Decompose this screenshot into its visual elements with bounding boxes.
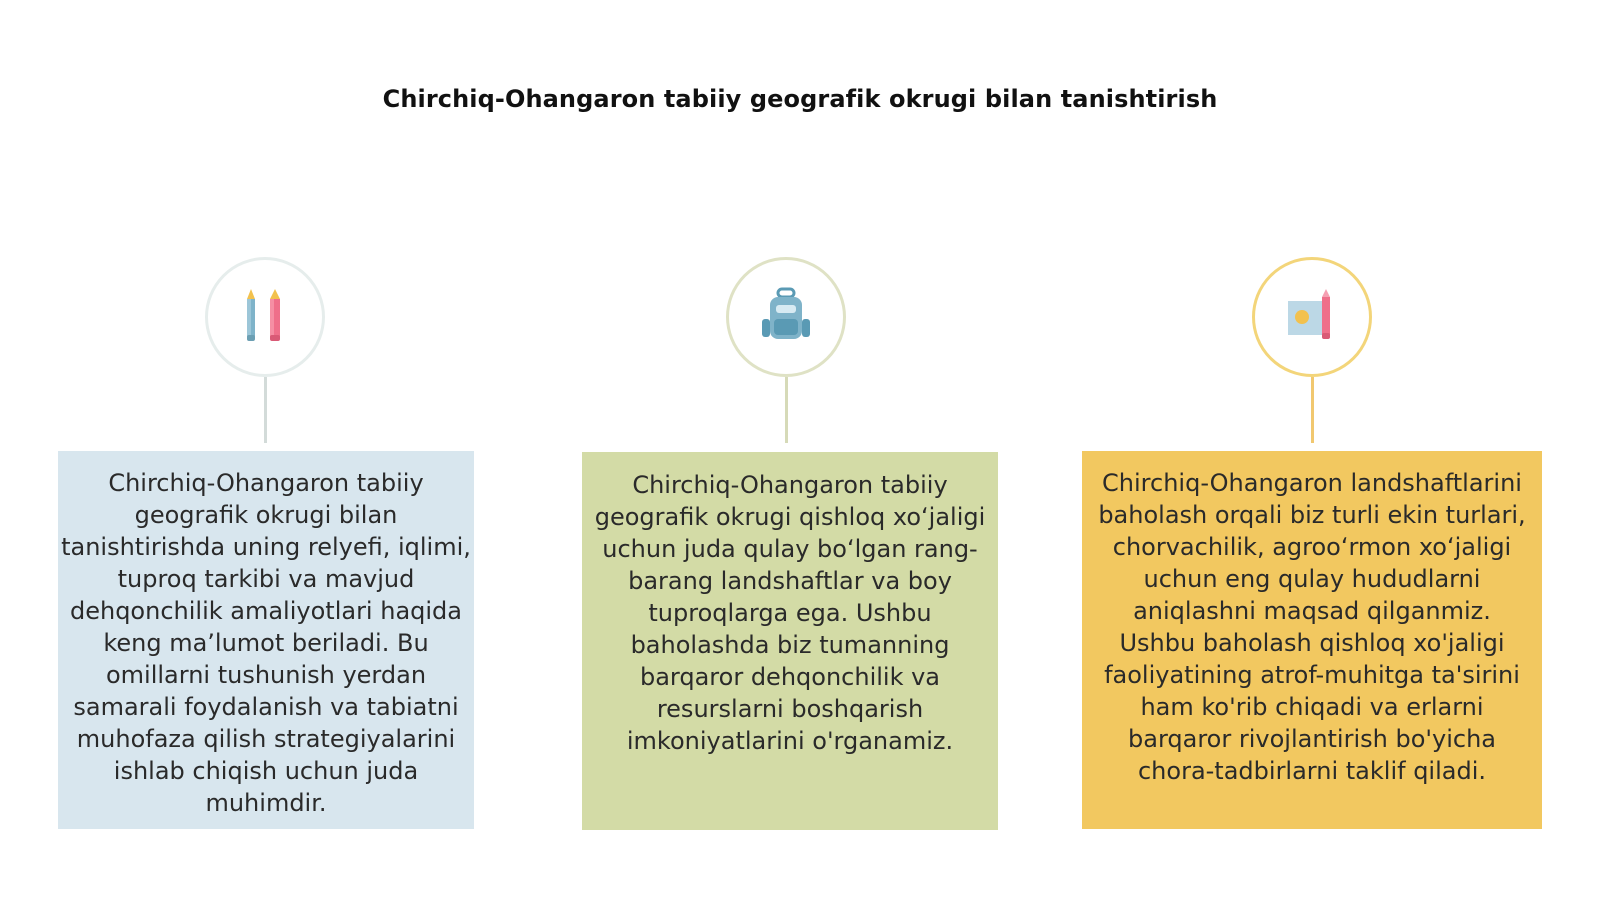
info-card-text-1: Chirchiq-Ohangaron tabiiy geografik okrugi bilan tanishtirishda uning relyefi, iqlimi, tuproq tarkibi va mavjud dehqonchilik amaliyotlari haqida keng ma’lumot beriladi. Bu omillarni tushunish yerdan samarali foydalanish va tabiatni muhofaza qilish strategiyalarini ishlab chiqish uchun juda muhimdir. [61, 469, 471, 817]
connector-line-3 [1311, 377, 1314, 443]
info-card-text-2: Chirchiq-Ohangaron tabiiy geografik okrugi qishloq xoʻjaligi uchun juda qulay boʻlgan rang-barang landshaftlar va boy tuproqlarga ega. Ushbu baholashda biz tumanning barqaror dehqonchilik va resurslarni boshqarish imkoniyatlarini o'rganamiz. [594, 471, 986, 755]
connector-line-1 [264, 377, 267, 443]
drawing-pencil-icon [1280, 283, 1344, 351]
connector-line-2 [785, 377, 788, 443]
backpack-icon [754, 283, 818, 351]
info-card-text-3: Chirchiq-Ohangaron landshaftlarini baholash orqali biz turli ekin turlari, chorvachilik, agrooʻrmon xoʻjaligi uchun eng qulay hududlarni aniqlashni maqsad qilganmiz. Ushbu baholash qishloq xo'jaligi faoliyatining atrof-muhitga ta'sirini ham ko'rib chiqadi va erlarni barqaror rivojlantirish bo'yicha chora-tadbirlarni taklif qiladi. [1098, 469, 1526, 785]
icon-circle-3 [1252, 257, 1372, 377]
pencils-icon [237, 283, 293, 351]
page-title: Chirchiq-Ohangaron tabiiy geografik okrugi bilan tanishtirish [382, 85, 1218, 113]
icon-circle-2 [726, 257, 846, 377]
icon-circle-1 [205, 257, 325, 377]
